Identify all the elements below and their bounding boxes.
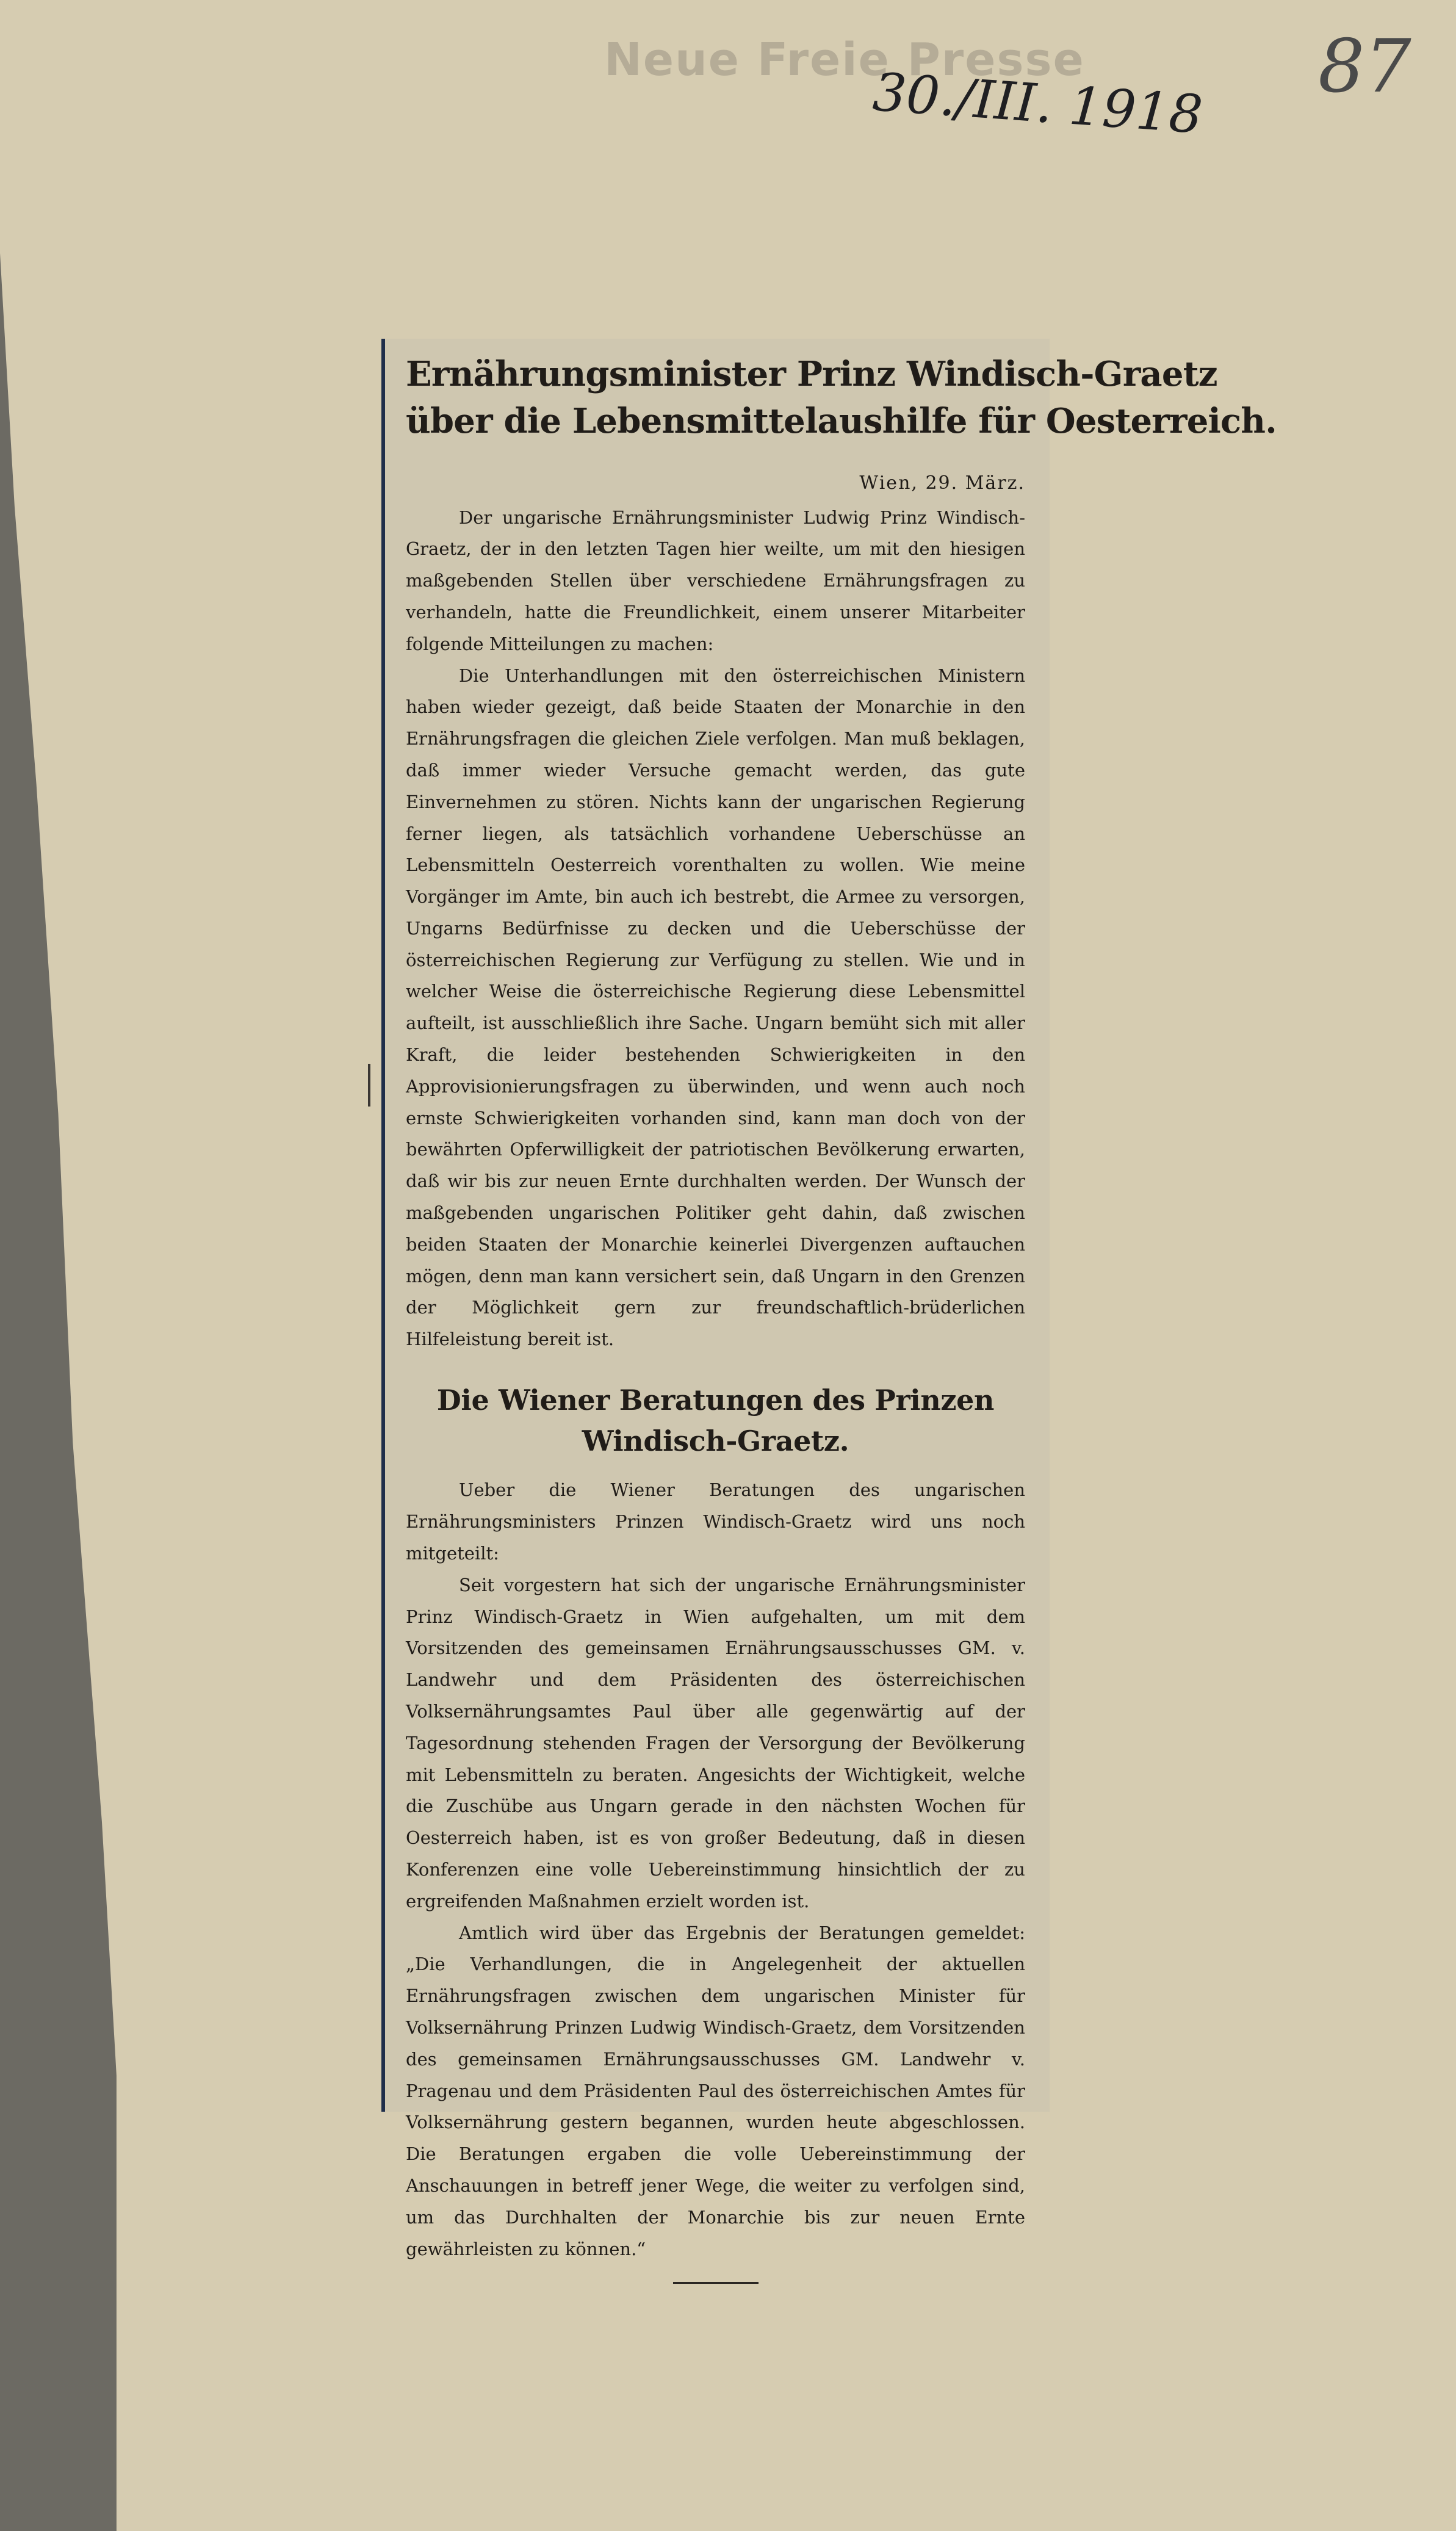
article-headline-line-1: Ernährungsminister Prinz Windisch-Graetz xyxy=(406,354,1217,394)
newspaper-clipping xyxy=(381,339,1277,2259)
article-paragraph: Seit vorgestern hat sich der ungarische Ernährungsminister Prinz Windisch-Graetz in Wien aufgehalten, um mit dem Vorsitzenden des gemeinsamen Ernährungsausschusses GM. v. Landwehr und dem Präsidenten des österreichischen Volksernährungsamtes Paul über alle gegenwärtig auf der Tagesordnung stehenden Fragen der Versorgung der Bevölkerung mit Lebensmitteln zu beraten. Angesichts der Wichtigkeit, welche die Zuschübe aus Ungarn gerade in den nächsten Wochen für Oesterreich haben, ist es von großer Bedeutung, daß in diesen Konferenzen eine volle Uebereinstimmung hinsichtlich der zu ergreifenden Maßnahmen erzielt worden ist. xyxy=(406,1574,1025,1912)
article-paragraph: Ueber die Wiener Beratungen des ungarischen Ernährungsministers Prinzen Windisch-Graetz wird uns noch mitgeteilt: xyxy=(406,1479,1025,1564)
handwritten-date: 30./III. 1918 xyxy=(871,62,1205,146)
newspaper-stamp: Neue Freie Presse xyxy=(604,34,1085,86)
article-paragraph: Die Unterhandlungen mit den österreichischen Ministern haben wieder gezeigt, daß beide Staaten der Monarchie in den Ernährungsfragen die gleichen Ziele verfolgen. Man muß beklagen, daß immer wieder Versuche gemacht werden, das gute Einvernehmen zu stören. Nichts kann der ungarischen Regierung ferner liegen, als tatsächlich vorhandene Ueberschüsse an Lebensmitteln Oesterreich vorenthalten zu wollen. Wie meine Vorgänger im Amte, bin auch ich bestrebt, die Armee zu versorgen, Ungarns Bedürfnisse zu decken und die Ueberschüsse der österreichischen Regierung zur Verfügung zu stellen. Wie und in welcher Weise die österreichische Regierung diese Lebensmittel aufteilt, ist ausschließlich ihre Sache. Ungarn bemüht sich mit aller Kraft, die leider bestehenden Schwierigkeiten in den Approvisionierungsfragen zu überwinden, und wenn auch noch ernste Schwierigkeiten vorhanden sind, kann man doch von der bewährten Opferwilligkeit der patriotischen Bevölkerung erwarten, daß wir bis zur neuen Ernte durchhalten werden. Der Wunsch der maßgebenden ungarischen Politiker geht dahin, daß zwischen beiden Staaten der Monarchie keinerlei Divergenzen auftauchen mögen, denn man kann versichert sein, daß Ungarn in den Grenzen der Möglichkeit gern zur freundschaftlich-brüderlichen Hilfeleistung bereit ist. xyxy=(406,665,1025,1350)
article-paragraph: Der ungarische Ernährungsminister Ludwig Prinz Windisch-Graetz, der in den letzten Tagen hier weilte, um mit den hiesigen maßgebenden Stellen über verschiedene Ernährungsfragen zu verhandeln, hatte die Freundlichkeit, einem unserer Mitarbeiter folgende Mitteilungen zu machen: xyxy=(406,507,1025,654)
page-number: 87 xyxy=(1318,24,1411,109)
article-headline-line-2: über die Lebensmittelaushilfe für Oesterreich. xyxy=(406,401,1277,442)
margin-mark xyxy=(368,1064,377,1107)
article-subheadline: Die Wiener Beratungen des Prinzen Windisch-Graetz. xyxy=(436,1384,995,1457)
article-paragraph: Amtlich wird über das Ergebnis der Beratungen gemeldet: „Die Verhandlungen, die in Angelegenheit der aktuellen Ernährungsfragen zwischen dem ungarischen Minister für Volksernährung Prinzen Ludwig Windisch-Graetz, dem Vorsitzenden des gemeinsamen Ernährungsausschusses GM. Landwehr v. Pragenau und dem Präsidenten Paul des österreichischen Amtes für Volksernährung gestern begannen, wurden heute abgeschlossen. Die Beratungen ergaben die volle Uebereinstimmung der Anschauungen in betreff jener Wege, die weiter zu verfolgen sind, um das Durchhalten der Monarchie bis zur neuen Ernte gewährleisten zu können.“ xyxy=(406,1922,1025,2259)
article-dateline: Wien, 29. März. xyxy=(859,472,1025,494)
end-rule xyxy=(673,2282,759,2284)
